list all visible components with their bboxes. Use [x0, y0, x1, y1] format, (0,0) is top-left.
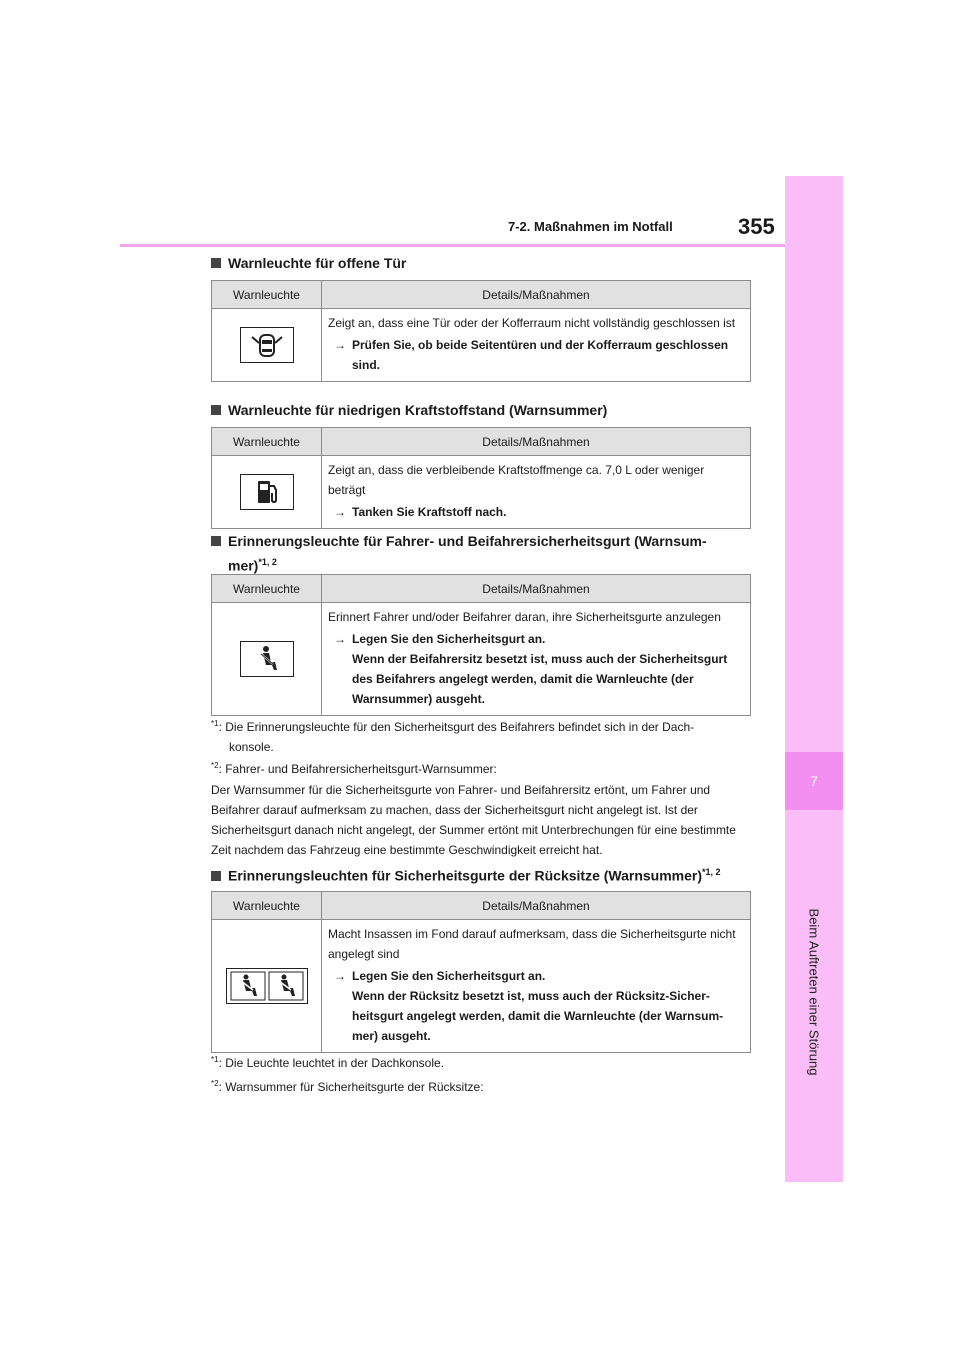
- table-rear-seatbelt-warning: [211, 891, 751, 1053]
- table-row: [212, 603, 751, 716]
- icon-cell: [212, 456, 322, 529]
- rear-seatbelt-icon: [226, 968, 308, 1004]
- header-rule: [120, 244, 785, 247]
- table-row: [212, 456, 751, 529]
- bullet-square-icon: [211, 405, 221, 415]
- table-row: [212, 920, 751, 1053]
- bullet-square-icon: [211, 871, 221, 881]
- col-header-details: Details/Maßnahmen: [322, 428, 751, 456]
- bullet-square-icon: [211, 536, 221, 546]
- table-header-row: [212, 428, 751, 456]
- col-header-warnleuchte: Warnleuchte: [212, 575, 322, 603]
- description: Zeigt an, dass die verbleibende Kraftstoffmenge ca. 7,0 L oder weniger beträgt: [328, 463, 705, 497]
- action-text: Prüfen Sie, ob beide Seitentüren und der Kofferraum geschlossen sind.: [352, 338, 729, 372]
- table-row: [212, 309, 751, 382]
- details-cell: [322, 456, 751, 529]
- chapter-title: Beim Auftreten einer Störung: [806, 908, 822, 1076]
- section-heading-front-seatbelt: Erinnerungsleuchte für Fahrer- und Beifahrersicherheitsgurt (Warnsum- mer)$^{*1, 2}$: [211, 531, 707, 577]
- footnote-4: $^{*2}$: Warnsummer für Sicherheitsgurte der Rücksitze:: [211, 1079, 484, 1094]
- col-header-warnleuchte: Warnleuchte: [212, 892, 322, 920]
- fuel-pump-icon: [240, 474, 294, 510]
- col-header-details: Details/Maßnahmen: [322, 892, 751, 920]
- page-number: 355: [738, 214, 775, 239]
- arrow-icon: →: [334, 505, 346, 519]
- action-text: Legen Sie den Sicherheitsgurt an.: [352, 969, 546, 983]
- footnote-mark: *2: [211, 1079, 219, 1088]
- section-heading-rear-seatbelt: Erinnerungsleuchten für Sicherheitsgurte der Rücksitze (Warnsummer)$^{*1, 2}$: [211, 867, 721, 884]
- footnote-mark: *1: [211, 1055, 219, 1064]
- details-cell: [322, 920, 751, 1053]
- description: Erinnert Fahrer und/oder Beifahrer daran, ihre Sicherheitsgurte anzulegen: [328, 610, 721, 624]
- icon-cell: [212, 920, 322, 1053]
- action-detail: Wenn der Rücksitz besetzt ist, muss auch der Rücksitz-Sicher-heitsgurt angelegt werden, damit die Warnleuchte (der Warnsum-mer) ausgeht.: [352, 989, 724, 1043]
- seatbelt-icon: [240, 641, 294, 677]
- action-text: Legen Sie den Sicherheitsgurt an.: [352, 632, 546, 646]
- action-text: Tanken Sie Kraftstoff nach.: [352, 505, 507, 519]
- footnote-1: $^{*1}$: Die Erinnerungsleuchte für den Sicherheitsgurt des Beifahrers befindet sich in der Dach- konsole.: [211, 719, 695, 754]
- footnote-mark: *1: [211, 719, 219, 728]
- details-cell: [322, 309, 751, 382]
- footnote-3: $^{*1}$: Die Leuchte leuchtet in der Dachkonsole.: [211, 1055, 445, 1070]
- col-header-details: Details/Maßnahmen: [322, 575, 751, 603]
- table-header-row: [212, 575, 751, 603]
- section-heading-door: Warnleuchte für offene Tür: [211, 255, 406, 271]
- icon-cell: [212, 309, 322, 382]
- details-cell: [322, 603, 751, 716]
- arrow-icon: →: [334, 969, 346, 983]
- table-front-seatbelt-warning: [211, 574, 751, 716]
- door-open-icon: [240, 327, 294, 363]
- footnote-2: $^{*2}$: Fahrer- und Beifahrersicherheitsgurt-Warnsummer:: [211, 761, 497, 776]
- chapter-number: 7: [785, 752, 843, 810]
- description: Zeigt an, dass eine Tür oder der Kofferraum nicht vollständig geschlossen ist: [328, 316, 736, 330]
- bullet-square-icon: [211, 258, 221, 268]
- footnote-ref: *1, 2: [702, 867, 721, 877]
- footnote-ref: *1, 2: [258, 557, 277, 567]
- arrow-icon: →: [334, 338, 346, 352]
- body-paragraph: Der Warnsummer für die Sicherheitsgurte von Fahrer- und Beifahrersitz ertönt, um Fahrer und Beifahrer darauf aufmerksam zu machen, dass der Sicherheitsgurt nicht angelegt ist. Ist der Sicherheitsgurt danach nicht angelegt, der Summer ertönt mit Unterbrechungen für eine bestimmte Zeit nachdem das Fahrzeug eine bestimmte Geschwindigkeit erreicht hat.: [211, 783, 736, 857]
- description: Macht Insassen im Fond darauf aufmerksam, dass die Sicherheitsgurte nicht angelegt sind: [328, 927, 736, 961]
- col-header-warnleuchte: Warnleuchte: [212, 281, 322, 309]
- col-header-details: Details/Maßnahmen: [322, 281, 751, 309]
- table-header-row: [212, 892, 751, 920]
- footnote-mark: *2: [211, 761, 219, 770]
- table-door-warning: [211, 280, 751, 382]
- section-label: 7-2. Maßnahmen im Notfall: [508, 219, 673, 234]
- section-heading-fuel: Warnleuchte für niedrigen Kraftstoffstand (Warnsummer): [211, 402, 607, 418]
- table-header-row: [212, 281, 751, 309]
- table-fuel-warning: [211, 427, 751, 529]
- action-detail: Wenn der Beifahrersitz besetzt ist, muss auch der Sicherheitsgurt des Beifahrers angelegt werden, damit die Warnleuchte (der Warnsummer) ausgeht.: [352, 652, 728, 706]
- icon-cell: [212, 603, 322, 716]
- col-header-warnleuchte: Warnleuchte: [212, 428, 322, 456]
- arrow-icon: →: [334, 632, 346, 646]
